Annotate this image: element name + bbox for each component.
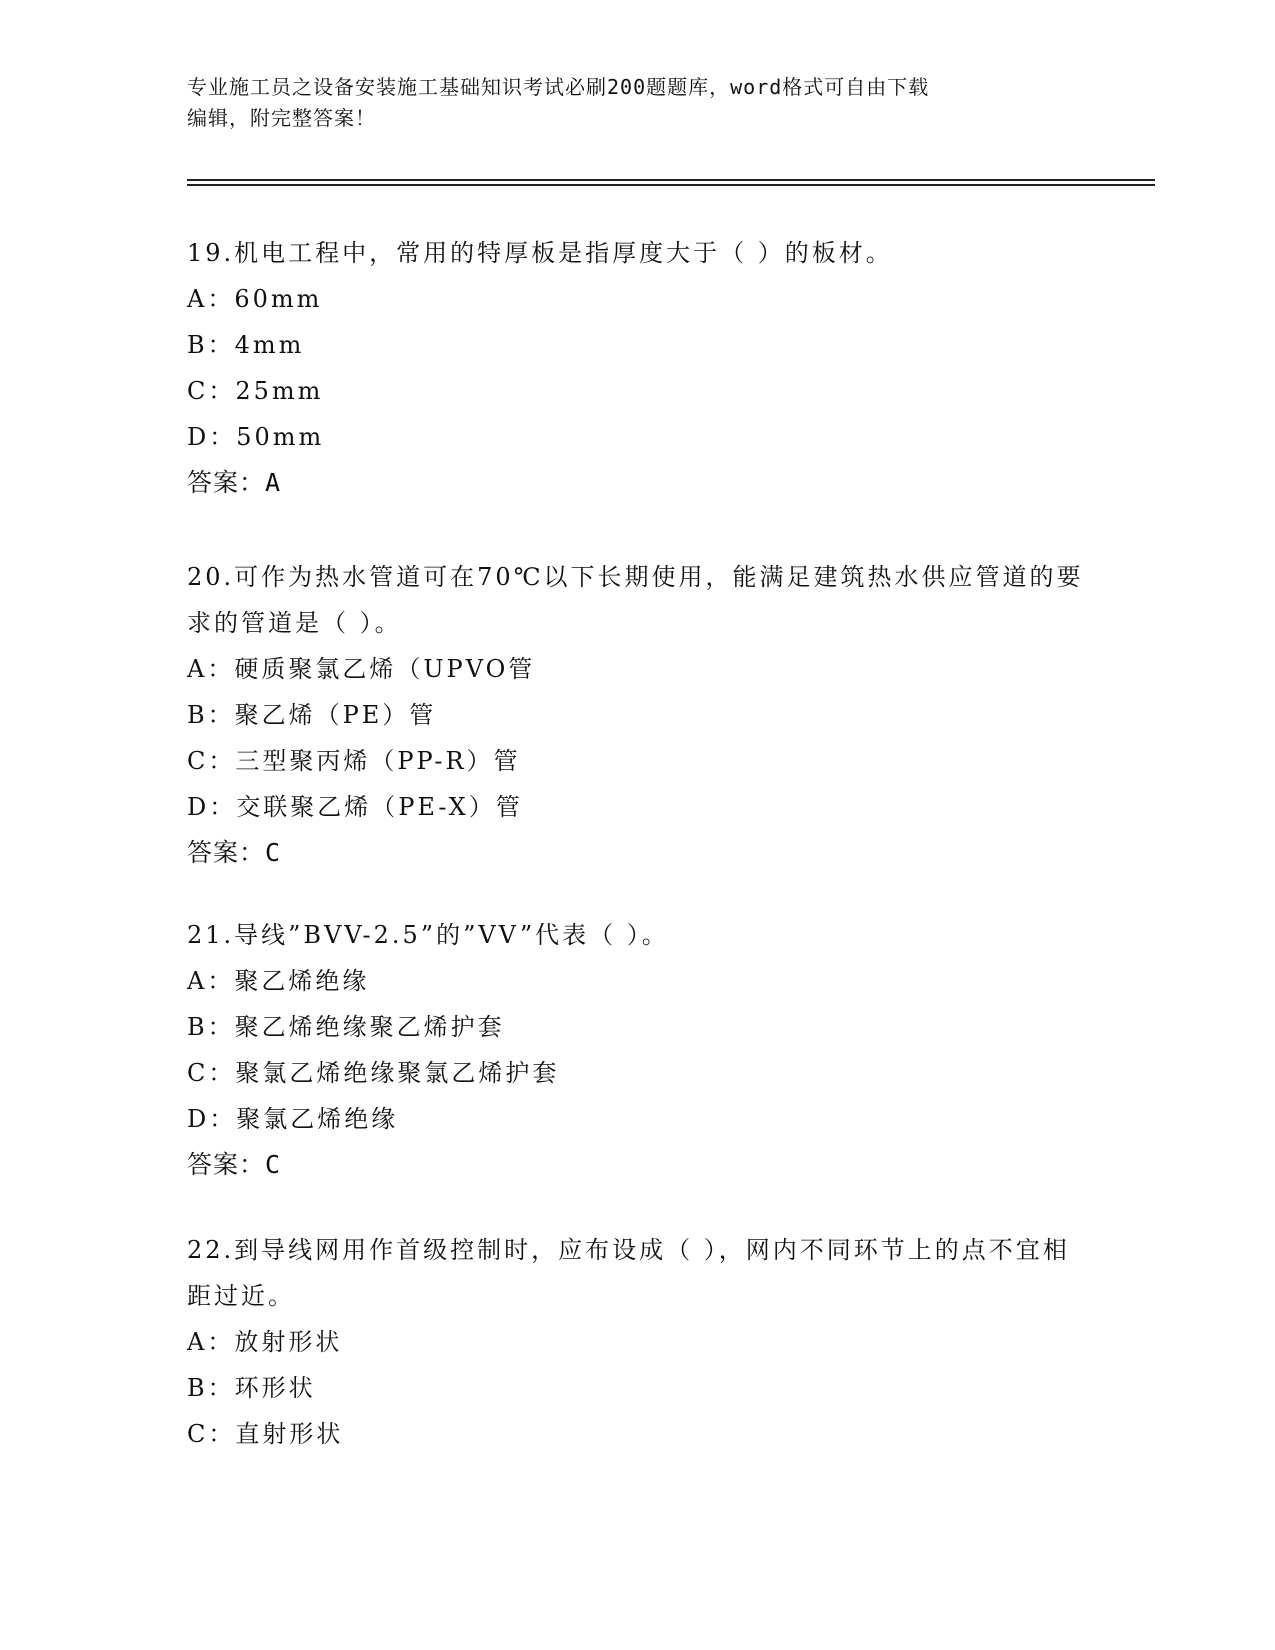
header-rule-bottom [187,184,1155,186]
question-19 [187,230,1087,506]
option-a: A：60mm [187,285,323,313]
option-c: C：25mm [187,377,324,405]
answer: 答案：C [187,838,282,867]
option-b: B：4mm [187,331,305,359]
question-stem: 22.到导线网用作首级控制时，应布设成（ ），网内不同环节上的点不宜相距过近。 [187,1236,1070,1310]
option-a: A：放射形状 [187,1328,343,1356]
option-b: B：聚乙烯绝缘聚乙烯护套 [187,1013,505,1041]
option-d: D：交联聚乙烯（PE-X）管 [187,793,523,821]
question-stem: 21.导线”BVV-2.5”的”VV”代表（ ）。 [187,921,669,949]
document-header [187,72,1077,134]
answer: 答案：A [187,468,282,497]
option-a: A：聚乙烯绝缘 [187,967,370,995]
answer: 答案：C [187,1150,282,1179]
question-stem: 20.可作为热水管道可在70℃以下长期使用，能满足建筑热水供应管道的要求的管道是（ ）。 [187,563,1084,637]
option-b: B：聚乙烯（PE）管 [187,701,437,729]
question-20 [187,554,1087,876]
question-22 [187,1227,1087,1457]
question-21 [187,912,1087,1188]
option-c: C：直射形状 [187,1420,344,1448]
option-c: C：聚氯乙烯绝缘聚氯乙烯护套 [187,1059,560,1087]
option-c: C：三型聚丙烯（PP-R）管 [187,747,521,775]
question-stem: 19.机电工程中，常用的特厚板是指厚度大于（ ）的板材。 [187,239,893,267]
header-line-2: 编辑，附完整答案！ [187,106,376,130]
option-d: D：聚氯乙烯绝缘 [187,1105,399,1133]
header-rule-top [187,179,1155,181]
option-d: D：50mm [187,423,325,451]
option-b: B：环形状 [187,1374,316,1402]
header-line-1: 专业施工员之设备安装施工基础知识考试必刷200题题库，word格式可自由下载 [187,75,930,99]
option-a: A：硬质聚氯乙烯（UPVO管 [187,655,536,683]
